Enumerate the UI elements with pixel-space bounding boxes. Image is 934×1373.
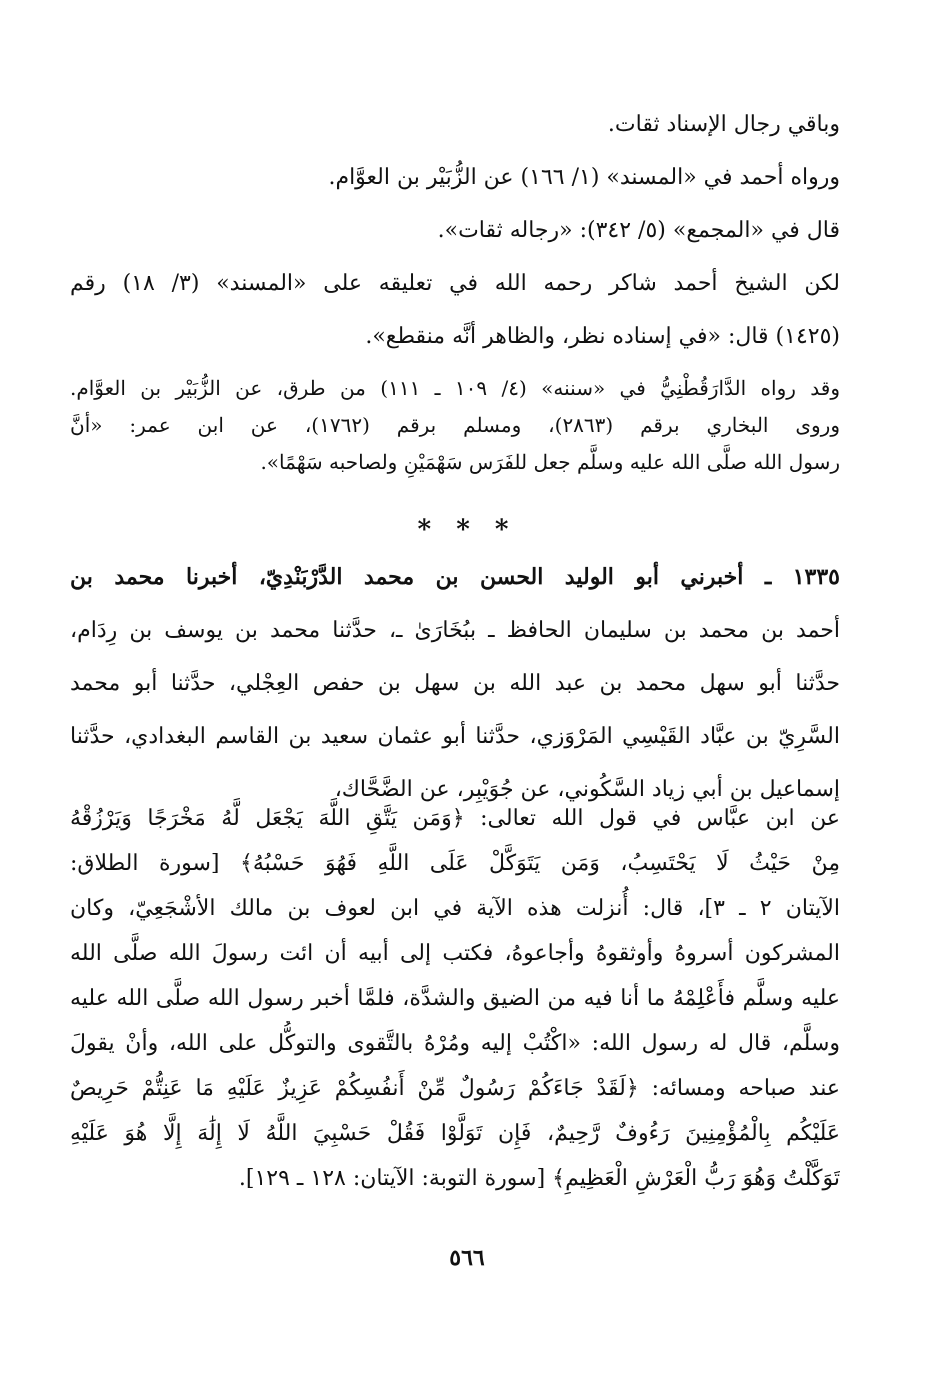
text-line: وباقي رجال الإسناد ثقات.	[607, 112, 840, 137]
text-line: مِنْ حَيْثُ لَا يَحْتَسِبُ، وَمَن يَتَوَكَّلْ عَلَى اللَّهِ فَهُوَ حَسْبُهُ﴾ [سورة الطلاق:	[70, 851, 840, 876]
text-line: رسول الله صلَّى الله عليه وسلَّم جعل للفَرَس سَهْمَيْنِ ولصاحبه سَهْمًا».	[260, 450, 840, 474]
text-line: الآيتان ٢ ـ ٣]، قال: أُنزلت هذه الآية في ابن لعوف بن مالك الأشْجَعِيّ، وكان	[70, 896, 840, 921]
text-line: وقد رواه الدَّارَقُطْنِيُّ في «سننه» (٤/ ١٠٩ ـ ١١١) من طرق، عن الزُّبَيْر بن العوَّام.	[70, 376, 840, 400]
page-number: ٥٦٦	[449, 1245, 485, 1271]
text-line: عند صباحه ومسائه: ﴿لَقَدْ جَاءَكُمْ رَسُولٌ مِّنْ أَنفُسِكُمْ عَزِيزٌ عَلَيْهِ مَا عَنِتُّمْ حَرِيصٌ	[70, 1076, 840, 1101]
text-line: إسماعيل بن أبي زياد السَّكُوني، عن جُوَيْبِر، عن الضَّحَّاك،	[334, 777, 840, 802]
text-line: ورواه أحمد في «المسند» (١/ ١٦٦) عن الزُّبَيْر بن العوَّام.	[328, 165, 840, 190]
text-line: المشركون أسروهُ وأوثقوهُ وأجاعوهُ، فكتب إلى أبيه أن ائت رسولَ الله صلَّى الله	[70, 941, 840, 966]
paragraph-hadith-text	[70, 796, 840, 1201]
text-line: عليه وسلَّم فأَعْلِمْهُ ما أنا فيه من الضيق والشدَّة، فلمَّا أخبر رسول الله صلَّى الله عليه	[70, 986, 840, 1011]
paragraph-hadith-chain	[70, 551, 840, 816]
text-line: تَوَكَّلْتُ وَهُوَ رَبُّ الْعَرْشِ الْعَظِيمِ﴾ [سورة التوبة: الآيتان: ١٢٨ ـ ١٢٩].	[238, 1166, 840, 1191]
text-line: السَّرِيّ بن عبَّاد القَيْسِي المَرْوَزي، حدَّثنا أبو عثمان سعيد بن القاسم البغدادي، حدَّثنا	[70, 724, 840, 749]
section-separator: * * *	[417, 515, 517, 545]
text-line: عن ابن عبَّاس في قول الله تعالى: ﴿وَمَن يَتَّقِ اللَّهَ يَجْعَل لَّهُ مَخْرَجًا وَيَرْزُقْهُ	[70, 806, 840, 831]
paragraph-other-narrations	[70, 370, 840, 481]
text-line: وروى البخاري برقم (٢٨٦٣)، ومسلم برقم (١٧٦٢)، عن ابن عمر: «أنَّ	[70, 413, 840, 437]
paragraph-narration-notes	[70, 98, 840, 363]
text-line: (١٤٢٥) قال: «في إسناده نظر، والظاهر أنَّه منقطع».	[365, 324, 840, 349]
text-line: حدَّثنا أبو سهل محمد بن عبد الله بن سهل بن حفص العِجْلي، حدَّثنا أبو محمد	[70, 671, 840, 696]
text-line: وسلَّم، قال له رسول الله: «اكْتُبْ إليه ومُرْهُ بالتَّقوى والتوكُّل على الله، وأنْ يقولَ	[70, 1031, 840, 1056]
text-line: ١٣٣٥ ـ أخبرني أبو الوليد الحسن بن محمد الدَّرْبَنْدِيّ، أخبرنا محمد بن	[70, 564, 840, 590]
text-line: أحمد بن محمد بن سليمان الحافظ ـ ببُخَارَىٰ ـ، حدَّثنا محمد بن يوسف بن رِدَام،	[70, 618, 840, 643]
text-line: عَلَيْكُم بِالْمُؤْمِنِينَ رَءُوفٌ رَّحِيمٌ، فَإِن تَوَلَّوْا فَقُلْ حَسْبِيَ اللَّهُ لَا إِلَٰهَ إِلَّا هُوَ عَلَيْهِ	[70, 1121, 840, 1146]
text-line: قال في «المجمع» (٥/ ٣٤٢): «رجاله ثقات».	[437, 218, 840, 243]
text-line: لكن الشيخ أحمد شاكر رحمه الله في تعليقه على «المسند» (٣/ ١٨) رقم	[70, 271, 840, 296]
